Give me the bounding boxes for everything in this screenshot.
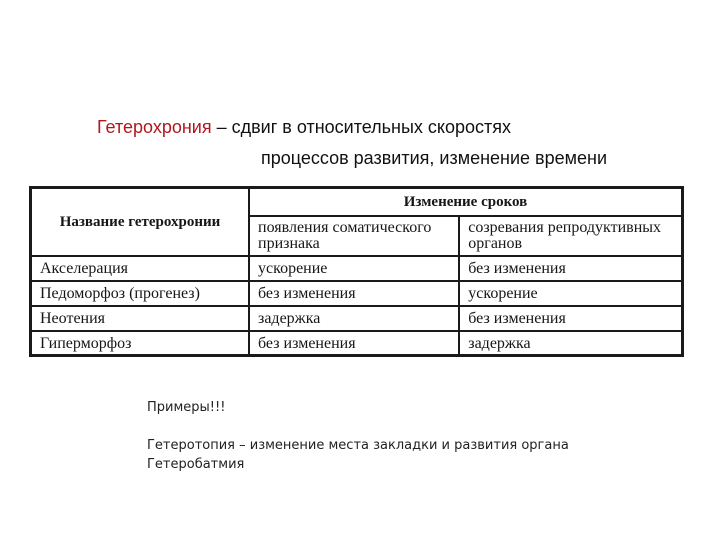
row-name: Неотения [32,306,249,331]
example-heterotopy: Гетеротопия – изменение места закладки и развития органа [147,438,569,453]
examples-block [147,398,569,474]
row-reproductive: без изменения [459,256,681,281]
row-somatic: без изменения [249,331,459,355]
spacer [147,417,569,436]
name-column-header: Название гетерохронии [32,189,249,256]
row-somatic: задержка [249,306,459,331]
example-heterobathmy: Гетеробатмия [147,457,245,472]
table-row [32,256,681,281]
heterochrony-table [29,186,684,357]
row-reproductive: без изменения [459,306,681,331]
row-name: Гиперморфоз [32,331,249,355]
row-somatic: без изменения [249,281,459,306]
table-row [32,306,681,331]
row-reproductive: ускорение [459,281,681,306]
heading-definition: – сдвиг в относительных скоростях [211,117,512,137]
examples-label: Примеры!!! [147,400,226,415]
heading-definition-line2: процессов развития, изменение времени [261,148,608,168]
row-name: Педоморфоз (прогенез) [32,281,249,306]
heading-term: Гетерохрония [97,117,212,137]
table-row [32,281,681,306]
table-header-row [32,189,681,216]
timing-change-header: Изменение сроков [249,189,681,216]
heterochrony-grid [32,189,681,355]
table-row [32,331,681,355]
row-somatic: ускорение [249,256,459,281]
row-name: Акселерация [32,256,249,281]
reproductive-column-header: созревания репродуктивных органов [459,216,681,256]
row-reproductive: задержка [459,331,681,355]
slide-heading [97,112,607,174]
somatic-column-header: появления соматического признака [249,216,459,256]
